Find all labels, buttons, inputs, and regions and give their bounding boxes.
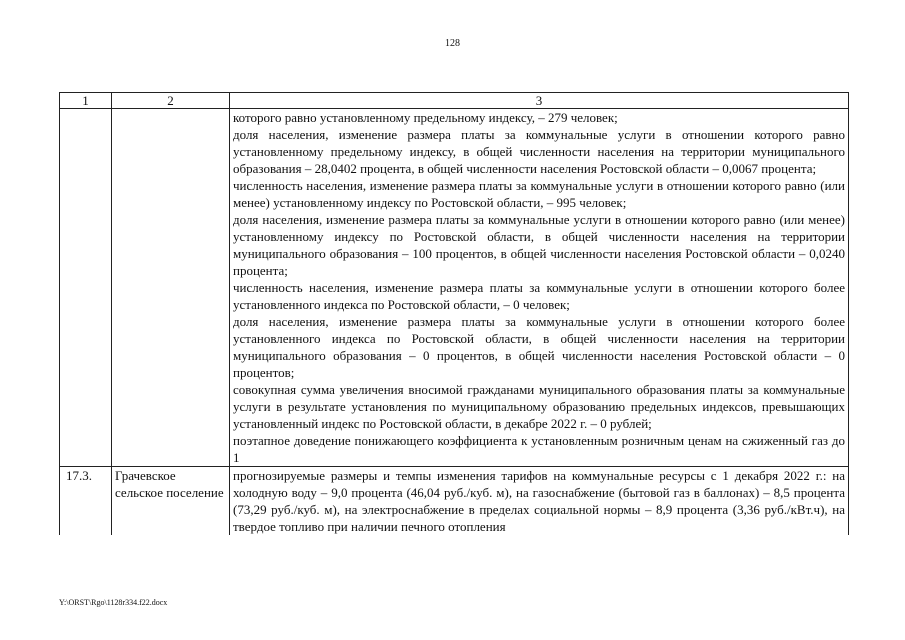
table-header-row: [60, 93, 849, 109]
document-table: [59, 92, 849, 535]
table-header-cell: 2: [112, 93, 230, 109]
table-row: [60, 467, 849, 536]
paragraph: доля населения, изменение размера платы за коммунальные услуги в отношении которого равно (или менее) установленному индексу по Ростовской области, в общей численности населения на территории муниципального образования – 100 процентов, в общей численности населения Ростовской области – 0,0240 процента;: [233, 212, 845, 278]
footer-file-path: Y:\ORST\Rgo\1128r334.f22.docx: [59, 598, 168, 607]
content-cell: [230, 467, 849, 536]
table-row: [60, 109, 849, 467]
paragraph: численность населения, изменение размера платы за коммунальные услуги в отношении которого равно (или менее) установленному индексу по Ростовской области, – 995 человек;: [233, 178, 845, 210]
row-number-cell: [60, 109, 112, 467]
municipality-cell: Грачевское сельское поселение: [112, 467, 230, 536]
paragraph: совокупная сумма увеличения вносимой гражданами муниципального образования платы за коммунальные услуги в результате установления по муниципальному образованию предельных индексов, превышающих установленный индекс по Ростовской области, в декабре 2022 г. – 0 рублей;: [233, 382, 845, 431]
page-number: 128: [445, 38, 460, 49]
paragraph: доля населения, изменение размера платы за коммунальные услуги в отношении которого более установленного индекса по Ростовской области, в общей численности населения на территории муниципального образования – 0 процентов, в общей численности населения Ростовской области – 0 процентов;: [233, 314, 845, 380]
paragraph: прогнозируемые размеры и темпы изменения тарифов на коммунальные ресурсы с 1 декабря 2022 г.: на холодную воду – 9,0 процента (46,04 руб./куб. м), на газоснабжение (бытовой газ в баллонах) – 8,5 процента (73,29 руб./куб. м), на электроснабжение в пределах социальной нормы – 8,9 процента (3,36 руб./кВт.ч), на твердое топливо при наличии печного отопления: [233, 468, 845, 534]
row-number-cell: 17.3.: [60, 467, 112, 536]
paragraph: которого равно установленному предельному индексу, – 279 человек;: [233, 110, 618, 125]
table-header-cell: 3: [230, 93, 849, 109]
paragraph: доля населения, изменение размера платы за коммунальные услуги в отношении которого равно установленному предельному индексу, в общей численности населения на территории муниципального образования – 28,0402 процента, в общей численности населения Ростовской области – 0,0067 процента;: [233, 127, 845, 176]
paragraph: численность населения, изменение размера платы за коммунальные услуги в отношении которого более установленного индекса по Ростовской области, – 0 человек;: [233, 280, 845, 312]
table-header-cell: 1: [60, 93, 112, 109]
content-cell: [230, 109, 849, 467]
paragraph: поэтапное доведение понижающего коэффициента к установленным розничным ценам на сжиженный газ до 1: [233, 433, 845, 465]
municipality-cell: [112, 109, 230, 467]
